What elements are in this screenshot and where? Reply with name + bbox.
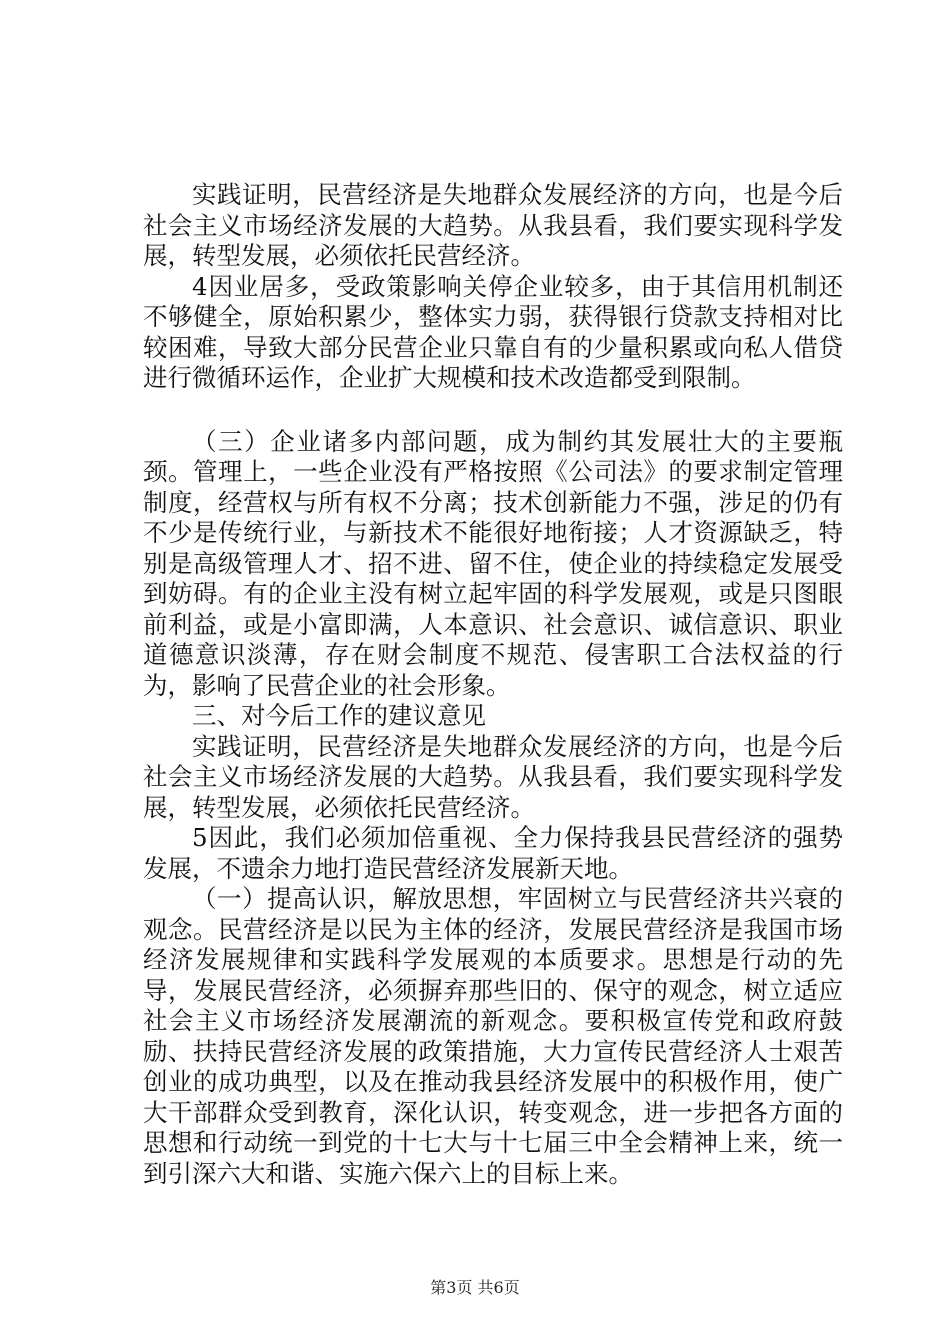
document-body: [143, 180, 843, 1189]
paragraph-raise-awareness: （一）提高认识，解放思想，牢固树立与民营经济共兴衰的观念。民营经济是以民为主体的经济，发展民营经济是我国市场经济发展规律和实践科学发展观的本质要求。思想是行动的先导，发展民营经济，必须摒弃那些旧的、保守的观念，树立适应社会主义市场经济发展潮流的新观念。要积极宣传党和政府鼓励、扶持民营经济发展的政策措施，大力宣传民营经济人士艰苦创业的成功典型，以及在推动我县经济发展中的积极作用，使广大干部群众受到教育，深化认识，转变观念，进一步把各方面的思想和行动统一到党的十七大与十七届三中全会精神上来，统一到引深六大和谐、实施六保六上的目标上来。: [143, 884, 843, 1188]
paragraph-practice-proof-repeat: 实践证明，民营经济是失地群众发展经济的方向，也是今后社会主义市场经济发展的大趋势。从我县看，我们要实现科学发展，转型发展，必须依托民营经济。: [143, 731, 843, 822]
section-heading-suggestions: 三、对今后工作的建议意见: [192, 701, 486, 730]
paragraph-practice-proof: 实践证明，民营经济是失地群众发展经济的方向，也是今后社会主义市场经济发展的大趋势。从我县看，我们要实现科学发展，转型发展，必须依托民营经济。: [143, 180, 843, 270]
page-number-footer: 第3页 共6页: [430, 1278, 520, 1297]
paragraph-therefore: 5因此，我们必须加倍重视、全力保持我县民营经济的强势发展，不遗余力地打造民营经济发展新天地。: [143, 823, 843, 883]
paragraph-credit-limits: 4因业居多，受政策影响关停企业较多，由于其信用机制还不够健全，原始积累少，整体实力弱，获得银行贷款支持相对比较困难，导致大部分民营企业只靠自有的少量积累或向私人借贷进行微循环运作，企业扩大规模和技术改造都受到限制。: [143, 271, 843, 392]
paragraph-internal-problems: （三）企业诸多内部问题，成为制约其发展壮大的主要瓶颈。管理上，一些企业没有严格按照《公司法》的要求制定管理制度，经营权与所有权不分离；技术创新能力不强，涉足的仍有不少是传统行业，与新技术不能很好地衔接；人才资源缺乏，特别是高级管理人才、招不进、留不住，使企业的持续稳定发展受到妨碍。有的企业主没有树立起牢固的科学发展观，或是只图眼前利益，或是小富即满，人本意识、社会意识、诚信意识、职业道德意识淡薄，存在财会制度不规范、侵害职工合法权益的行为，影响了民营企业的社会形象。: [143, 426, 843, 700]
